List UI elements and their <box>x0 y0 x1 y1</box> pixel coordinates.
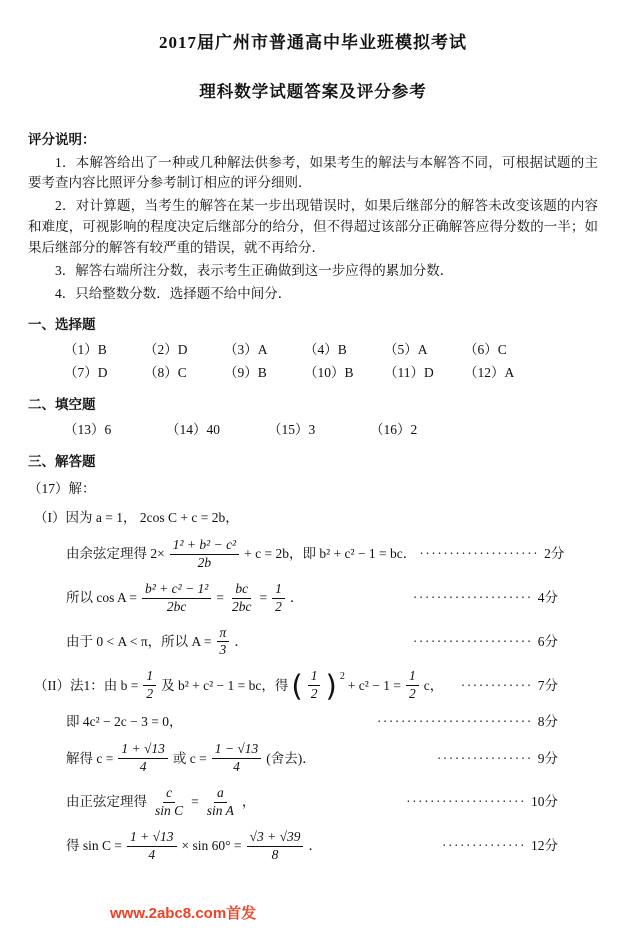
section-fill-in <box>28 395 598 442</box>
solution-step-12 <box>28 829 598 864</box>
score-tail <box>442 836 558 856</box>
fraction-denominator: 2 <box>146 686 154 702</box>
step-text: ， <box>241 794 256 810</box>
score-tail <box>437 749 558 769</box>
superscript-exponent: 2 <box>339 671 345 683</box>
watermark-text: www.2abc8.com首发 <box>110 904 257 922</box>
score-label: 8分 <box>537 714 558 730</box>
score-label: 6分 <box>537 633 558 649</box>
step-text: 得 sin C = <box>66 838 122 854</box>
choice-answer: （1）B <box>64 342 107 358</box>
dot-leader: ···················· <box>412 633 533 649</box>
fraction-denominator: 3 <box>219 642 227 658</box>
exam-subtitle: 理科数学试题答案及评分参考 <box>199 81 427 101</box>
fraction <box>204 785 237 820</box>
fraction-numerator: b² + c² − 1² <box>142 581 211 599</box>
section-fill-heading: 二、填空题 <box>28 397 96 413</box>
dot-leader: ·············· <box>442 838 526 854</box>
step-text: 解得 c = <box>66 750 114 766</box>
grading-note-item: 3．解答右端所注分数，表示考生正确做到这一步应得的累加分数． <box>55 263 454 279</box>
choice-answer: （5）A <box>384 342 428 358</box>
fraction-numerator: 1 − √13 <box>212 741 262 759</box>
fill-answer: （13）6 <box>64 422 112 438</box>
step-text: × sin 60° = <box>181 838 242 854</box>
fraction-numerator: 1² + b² − c² <box>170 537 239 555</box>
dot-leader: ···················· <box>412 590 533 606</box>
fraction-numerator: 1 + √13 <box>127 829 177 847</box>
score-label: 2分 <box>544 546 565 562</box>
fraction-numerator: 1 <box>143 668 156 686</box>
fraction-denominator: 8 <box>271 846 279 862</box>
score-label: 7分 <box>537 677 558 693</box>
score-label: 10分 <box>531 794 558 810</box>
solution-step-4 <box>28 581 598 616</box>
fraction-numerator: 1 <box>308 668 321 686</box>
step-text: + c = 2b，即 b² + c² − 1 = bc． <box>244 546 417 562</box>
solution-step-9 <box>28 741 598 776</box>
fraction-denominator: 2bc <box>166 598 187 614</box>
step-text: 由余弦定理得 2× <box>66 546 165 562</box>
step-text: （II）法1：由 b = <box>34 677 139 693</box>
fraction-numerator: √3 + √39 <box>247 829 304 847</box>
solution-step-part1-intro <box>28 508 598 528</box>
step-text: ． <box>234 633 248 649</box>
fraction <box>212 741 262 776</box>
score-tail <box>461 676 558 696</box>
solution-step-7 <box>28 668 598 703</box>
fraction-denominator: 4 <box>139 759 147 775</box>
choice-answer: （9）B <box>224 365 267 381</box>
choice-answer: （2）D <box>144 342 188 358</box>
choice-answers-row-1 <box>28 339 598 362</box>
score-label: 9分 <box>537 750 558 766</box>
fraction-denominator: 2 <box>275 598 282 614</box>
grading-note-item: 1．本解答给出了一种或几种解法供参考，如果考生的解法与本解答不同，可根据试题的主要考查内容比照评分参考制订相应的评分细则． <box>28 154 598 191</box>
choice-answers-row-2 <box>28 362 598 385</box>
question-17-label: （17）解： <box>28 480 96 496</box>
fraction <box>118 741 168 776</box>
step-text: 由于 0 < A < π，所以 A = <box>66 633 212 649</box>
fill-answer: （14）40 <box>166 422 220 438</box>
score-tail <box>406 792 558 812</box>
step-text: （I）因为 a = 1， 2cos C + c = 2b， <box>34 509 239 525</box>
fraction-numerator: 1 <box>406 668 419 686</box>
solution-step-10 <box>28 785 598 820</box>
fraction-denominator: 4 <box>148 846 156 862</box>
section-solution-heading: 三、解答题 <box>28 454 96 470</box>
left-paren: ( <box>291 668 303 703</box>
step-text: 或 c = <box>172 750 207 766</box>
dot-leader: ············ <box>460 677 533 693</box>
choice-answer: （8）C <box>144 365 187 381</box>
grading-note-item: 2．对计算题，当考生的解答在某一步出现错误时，如果后继部分的解答未改变该题的内容和难度，可视影响的程度决定后继部分的给分，但不得超过该部分正确解答应得分数的一半；如果后继部分的解答有较严重的错误，就不再给分． <box>28 198 598 256</box>
step-text: 由正弦定理得 <box>66 794 147 810</box>
fraction <box>170 537 239 572</box>
fraction-denominator: sin C <box>155 802 184 818</box>
choice-answer: （7）D <box>64 365 108 381</box>
score-label: 12分 <box>531 838 558 854</box>
score-tail <box>413 588 558 608</box>
fraction-numerator: 1 <box>272 581 285 599</box>
fill-answer: （16）2 <box>370 422 418 438</box>
choice-answer: （6）C <box>464 342 507 358</box>
grading-notes-heading: 评分说明： <box>28 132 96 148</box>
step-text: ． <box>308 838 322 854</box>
step-text: 即 4c² − 2c − 3 = 0， <box>66 714 183 730</box>
step-text: + c² − 1 = <box>347 677 401 693</box>
score-tail <box>413 632 558 652</box>
fraction <box>229 581 255 616</box>
equals-sign: = <box>259 590 268 606</box>
grading-notes <box>28 130 598 305</box>
score-label: 4分 <box>537 590 558 606</box>
fraction-denominator: 2bc <box>231 598 252 614</box>
score-tail <box>419 544 564 564</box>
choice-answer: （12）A <box>464 365 515 381</box>
fraction-denominator: 2 <box>408 686 416 702</box>
fraction <box>143 668 156 703</box>
grading-note-item: 4．只给整数分数．选择题不给中间分． <box>55 286 292 302</box>
fraction <box>217 625 230 660</box>
dot-leader: ·························· <box>376 714 533 730</box>
fraction-denominator: 4 <box>233 759 240 775</box>
choice-answer: （3）A <box>224 342 268 358</box>
equals-sign: = <box>216 590 224 606</box>
solution-step-2 <box>28 537 598 572</box>
fraction-numerator: bc <box>232 581 251 599</box>
fraction <box>308 668 321 703</box>
choice-answer: （4）B <box>304 342 347 358</box>
fraction-denominator: sin A <box>206 802 234 818</box>
fill-answers-row <box>28 419 598 442</box>
fraction <box>272 581 285 616</box>
fraction-numerator: 1 + √13 <box>118 741 168 759</box>
solution-step-6 <box>28 625 598 660</box>
step-text: 所以 cos A = <box>66 590 137 606</box>
right-paren: ) <box>325 668 337 703</box>
exam-title: 2017届广州市普通高中毕业班模拟考试 <box>159 33 467 52</box>
fraction-denominator: 2b <box>197 554 212 570</box>
fraction-numerator: c <box>163 785 175 803</box>
fraction <box>247 829 304 864</box>
equals-sign: = <box>191 794 199 810</box>
step-text: ． <box>289 590 304 606</box>
fraction <box>142 581 211 616</box>
fraction-denominator: 2 <box>310 686 318 702</box>
choice-answer: （10）B <box>304 365 354 381</box>
fraction <box>152 785 186 820</box>
step-text: 及 b² + c² − 1 = bc，得 <box>161 677 289 693</box>
section-multiple-choice <box>28 315 598 385</box>
fraction-numerator: a <box>214 785 227 803</box>
section-choice-heading: 一、选择题 <box>28 316 96 332</box>
fraction <box>406 668 419 703</box>
dot-leader: ···················· <box>406 794 526 810</box>
choice-answer: （11）D <box>384 365 434 381</box>
step-text: c， <box>423 677 444 693</box>
fill-answer: （15）3 <box>268 422 316 438</box>
score-tail <box>377 712 558 732</box>
section-solutions <box>28 452 598 863</box>
fraction-numerator: π <box>217 625 230 643</box>
dot-leader: ···················· <box>419 546 540 562</box>
dot-leader: ················ <box>436 750 533 766</box>
step-text: (舍去)． <box>266 750 316 766</box>
solution-step-8 <box>28 712 598 732</box>
fraction <box>127 829 177 864</box>
